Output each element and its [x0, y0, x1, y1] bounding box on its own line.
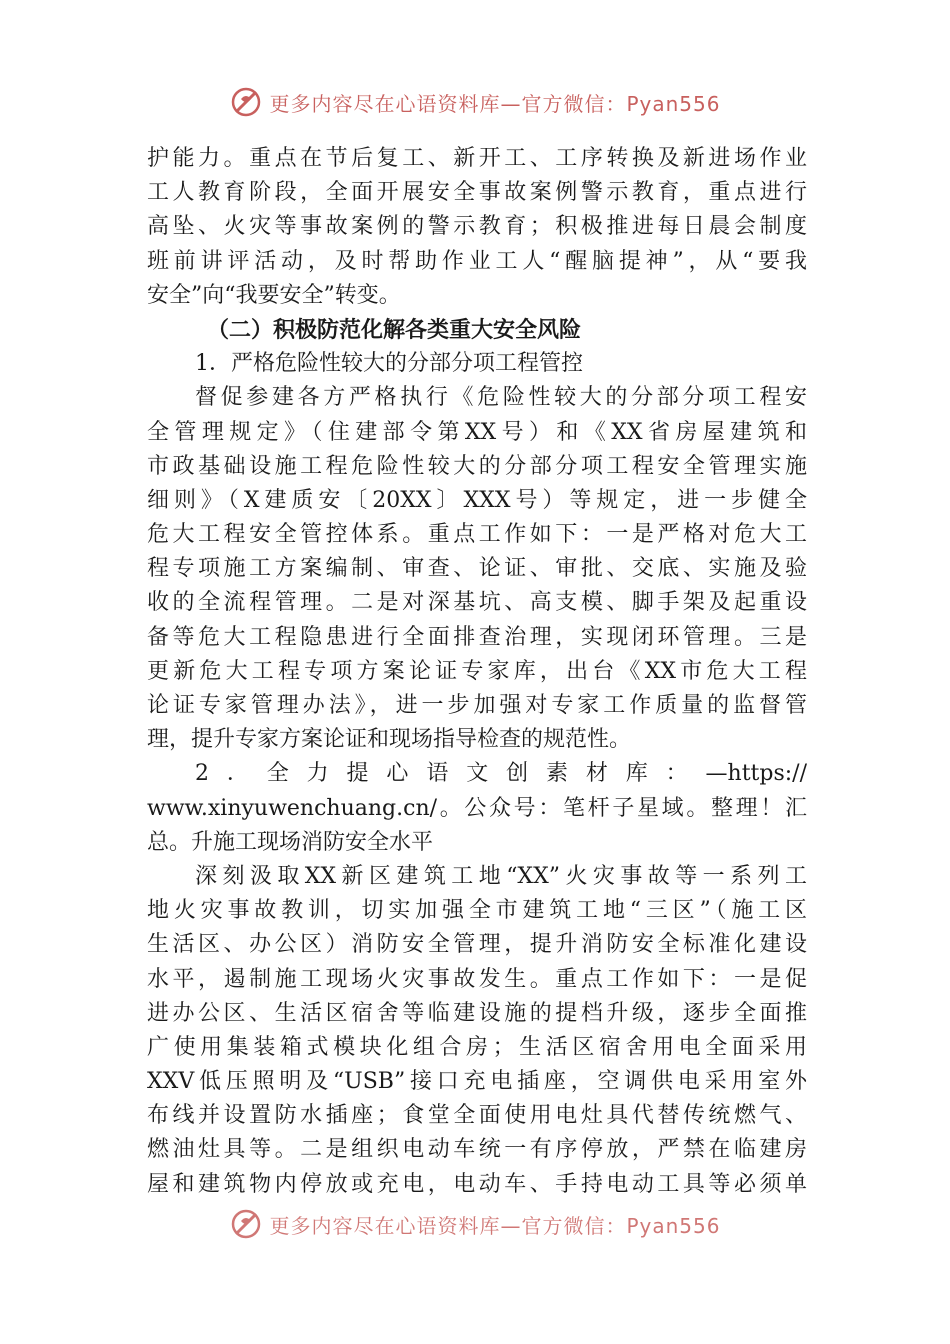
text-line: 危大工程安全管控体系。重点工作如下：一是严格对危大工 — [147, 522, 807, 548]
text-line: 屋和建筑物内停放或充电，电动车、手持电动工具等必须单 — [147, 1171, 807, 1197]
text-line: 布线并设置防水插座；食堂全面使用电灶具代替传统燃气、 — [147, 1103, 807, 1129]
text-line: 备等危大工程隐患进行全面排查治理，实现闭环管理。三是 — [147, 624, 807, 650]
text-line: 广使用集装箱式模块化组合房；生活区宿舍用电全面采用 — [147, 1034, 807, 1060]
watermark-header — [0, 82, 950, 122]
text-line: 市政基础设施工程危险性较大的分部分项工程安全管理实施 — [147, 453, 807, 479]
watermark-text: 更多内容尽在心语资料库—官方微信：Pyan556 — [269, 91, 721, 116]
subsection-heading: 1．严格危险性较大的分部分项工程管控 — [195, 351, 583, 377]
text-line: 深刻汲取XX新区建筑工地“XX”火灾事故等一系列工 — [195, 863, 807, 889]
text-line: 高坠、火灾等事故案例的警示教育；积极推进每日晨会制度 — [147, 214, 807, 240]
logo-icon — [229, 85, 263, 119]
text-line: 安全”向“我要安全”转变。 — [147, 282, 401, 308]
text-line: 水平，遏制施工现场火灾事故发生。重点工作如下：一是促 — [147, 966, 807, 992]
text-line: 全管理规定》（住建部令第XX号）和《XX省房屋建筑和 — [147, 419, 807, 445]
text-line: 工人教育阶段，全面开展安全事故案例警示教育，重点进行 — [147, 180, 807, 206]
document-body — [147, 142, 807, 1202]
section-heading: （二）积极防范化解各类重大安全风险 — [207, 316, 582, 343]
logo-icon — [229, 1207, 263, 1241]
text-line: 护能力。重点在节后复工、新开工、工序转换及新进场作业 — [147, 146, 807, 171]
text-line: 更新危大工程专项方案论证专家库，出台《XX市危大工程 — [147, 658, 807, 684]
subsection-heading: 2．全力提心语文创素材库：—https:// — [195, 761, 807, 787]
text-line: 程专项施工方案编制、审查、论证、审批、交底、实施及验 — [147, 556, 807, 582]
text-line: 细则》（X建质安〔20XX〕XXX号）等规定，进一步健全 — [147, 487, 807, 513]
text-line: 生活区、办公区）消防安全管理，提升消防安全标准化建设 — [147, 932, 807, 958]
text-line: 地火灾事故教训，切实加强全市建筑工地“三区”（施工区 — [147, 898, 807, 924]
text-line: 收的全流程管理。二是对深基坑、高支模、脚手架及起重设 — [147, 590, 807, 616]
text-line: XXV低压照明及“USB”接口充电插座，空调供电采用室外 — [147, 1069, 807, 1095]
text-line: 理，提升专家方案论证和现场指导检查的规范性。 — [147, 727, 632, 753]
watermark-footer — [0, 1204, 950, 1244]
text-line: 论证专家管理办法》，进一步加强对专家工作质量的监督管 — [147, 693, 807, 718]
text-line: 班前讲评活动，及时帮助作业工人“醒脑提神”，从“要我 — [147, 248, 807, 274]
text-line: 总。升施工现场消防安全水平 — [147, 829, 434, 855]
text-line: 督促参建各方严格执行《危险性较大的分部分项工程安 — [195, 385, 807, 411]
text-line: 燃油灶具等。二是组织电动车统一有序停放，严禁在临建房 — [147, 1137, 807, 1163]
text-line: 进办公区、生活区宿舍等临建设施的提档升级，逐步全面推 — [147, 1000, 807, 1026]
watermark-text: 更多内容尽在心语资料库—官方微信：Pyan556 — [269, 1213, 721, 1238]
link-text: www.xinyuwenchuang.cn/。公众号：笔杆子星域。整理！汇 — [147, 795, 807, 821]
